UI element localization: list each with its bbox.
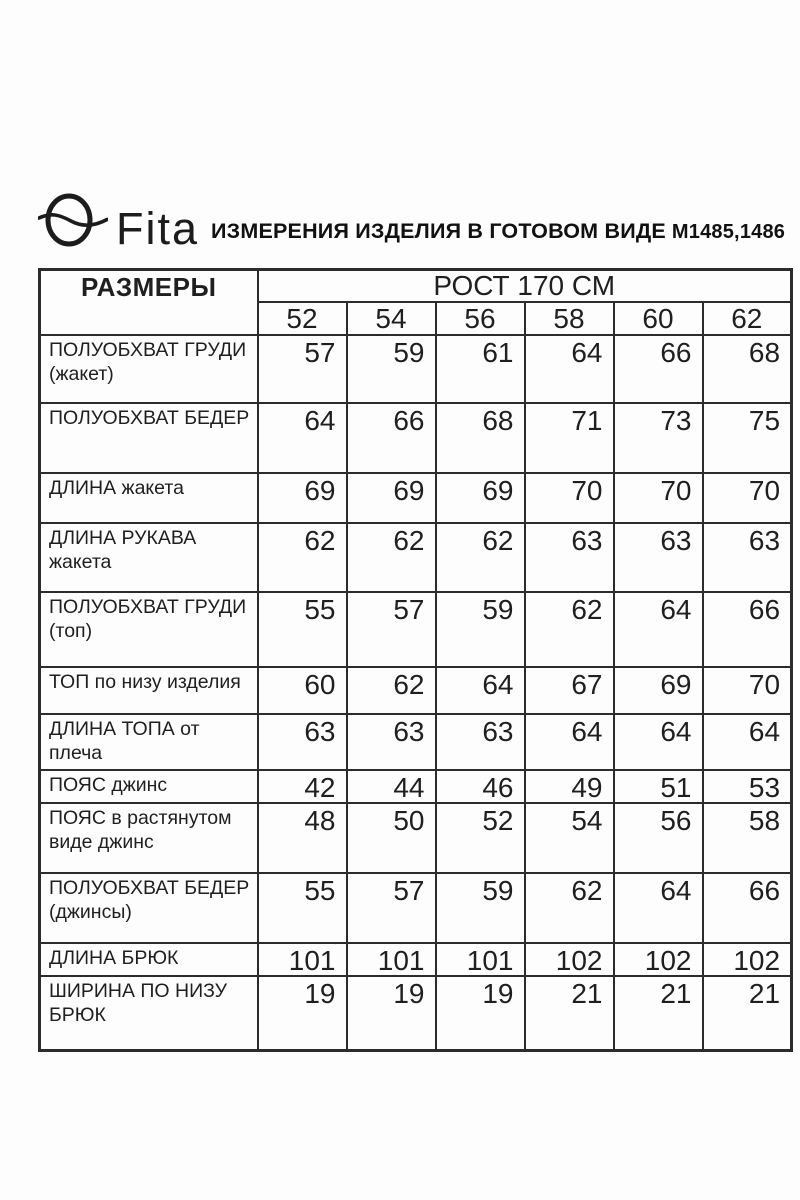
measurement-value: 73 (614, 403, 703, 473)
table-row (40, 592, 792, 667)
page-title-text: ИЗМЕРЕНИЯ ИЗДЕЛИЯ В ГОТОВОМ ВИДЕ (211, 219, 666, 243)
measurement-label: ДЛИНА РУКАВА жакета (40, 523, 258, 592)
table-row (40, 873, 792, 943)
measurement-label: ПОЛУОБХВАТ БЕДЕР (40, 403, 258, 473)
table-row (40, 403, 792, 473)
measurement-value: 69 (258, 473, 347, 523)
measurement-value: 64 (436, 667, 525, 714)
measurement-value: 64 (614, 873, 703, 943)
measurement-value: 69 (347, 473, 436, 523)
measurement-value: 55 (258, 873, 347, 943)
measurements-table (38, 268, 793, 1052)
measurement-value: 63 (614, 523, 703, 592)
measurement-value: 58 (703, 803, 792, 873)
measurement-value: 48 (258, 803, 347, 873)
size-column-header: 52 (258, 302, 347, 335)
measurement-value: 46 (436, 770, 525, 803)
measurement-value: 51 (614, 770, 703, 803)
measurement-value: 70 (703, 667, 792, 714)
measurement-value: 55 (258, 592, 347, 667)
measurement-value: 70 (614, 473, 703, 523)
measurement-value: 69 (614, 667, 703, 714)
table-row (40, 523, 792, 592)
measurement-value: 49 (525, 770, 614, 803)
measurement-value: 64 (614, 714, 703, 770)
model-number: М1485,1486 (671, 221, 786, 243)
measurement-value: 59 (347, 335, 436, 403)
page-title (211, 219, 785, 244)
measurement-label: ПОЛУОБХВАТ БЕДЕР (джинсы) (40, 873, 258, 943)
measurement-value: 21 (703, 976, 792, 1050)
measurement-value: 66 (703, 873, 792, 943)
measurement-value: 64 (525, 335, 614, 403)
measurement-value: 50 (347, 803, 436, 873)
brand-name: Fita (116, 202, 200, 254)
measurement-value: 44 (347, 770, 436, 803)
brand-logo-circle-wave-icon (38, 192, 108, 249)
measurement-label: ДЛИНА БРЮК (40, 943, 258, 976)
table-row (40, 803, 792, 873)
measurement-value: 101 (258, 943, 347, 976)
size-column-header: 56 (436, 302, 525, 335)
measurement-value: 21 (525, 976, 614, 1050)
measurement-value: 68 (703, 335, 792, 403)
measurement-value: 101 (347, 943, 436, 976)
measurement-label: ПОЯС в растянутом виде джинс (40, 803, 258, 873)
height-group-header: РОСТ 170 СМ (258, 270, 792, 303)
size-column-header: 54 (347, 302, 436, 335)
header-row-1 (40, 270, 792, 303)
measurement-value: 62 (436, 523, 525, 592)
table-row (40, 943, 792, 976)
measurement-value: 19 (436, 976, 525, 1050)
measurement-value: 71 (525, 403, 614, 473)
measurement-value: 63 (703, 523, 792, 592)
table-body (40, 335, 792, 1050)
measurement-label: ДЛИНА ТОПА от плеча (40, 714, 258, 770)
measurement-value: 102 (703, 943, 792, 976)
table-row (40, 667, 792, 714)
measurement-value: 60 (258, 667, 347, 714)
table-row (40, 335, 792, 403)
measurement-value: 19 (258, 976, 347, 1050)
measurement-value: 66 (614, 335, 703, 403)
measurement-value: 53 (703, 770, 792, 803)
measurement-label: ПОЛУОБХВАТ ГРУДИ (топ) (40, 592, 258, 667)
measurement-value: 59 (436, 873, 525, 943)
size-column-header: 62 (703, 302, 792, 335)
measurement-value: 63 (347, 714, 436, 770)
measurement-value: 63 (258, 714, 347, 770)
table-row (40, 714, 792, 770)
measurement-value: 21 (614, 976, 703, 1050)
measurement-value: 57 (347, 592, 436, 667)
measurement-value: 64 (703, 714, 792, 770)
measurement-label: ПОЯС джинс (40, 770, 258, 803)
table-row (40, 473, 792, 523)
measurement-value: 68 (436, 403, 525, 473)
measurement-value: 57 (258, 335, 347, 403)
measurement-value: 64 (525, 714, 614, 770)
measurement-value: 70 (525, 473, 614, 523)
measurement-value: 66 (347, 403, 436, 473)
table-header (40, 270, 792, 336)
sizes-corner-header: РАЗМЕРЫ (40, 270, 258, 336)
measurement-value: 57 (347, 873, 436, 943)
measurement-value: 59 (436, 592, 525, 667)
size-column-header: 60 (614, 302, 703, 335)
measurement-value: 42 (258, 770, 347, 803)
measurement-value: 62 (525, 592, 614, 667)
measurement-value: 62 (525, 873, 614, 943)
measurement-value: 63 (525, 523, 614, 592)
table-row (40, 770, 792, 803)
page-header (38, 192, 786, 254)
measurement-value: 102 (614, 943, 703, 976)
measurement-value: 62 (258, 523, 347, 592)
measurement-value: 67 (525, 667, 614, 714)
measurement-label: ДЛИНА жакета (40, 473, 258, 523)
measurement-value: 62 (347, 667, 436, 714)
measurement-value: 56 (614, 803, 703, 873)
measurement-label: ШИРИНА ПО НИЗУ БРЮК (40, 976, 258, 1050)
measurement-value: 66 (703, 592, 792, 667)
measurement-value: 102 (525, 943, 614, 976)
measurement-value: 54 (525, 803, 614, 873)
measurement-value: 101 (436, 943, 525, 976)
table-row (40, 976, 792, 1050)
measurement-value: 69 (436, 473, 525, 523)
measurement-value: 75 (703, 403, 792, 473)
measurement-value: 63 (436, 714, 525, 770)
measurement-value: 19 (347, 976, 436, 1050)
size-column-header: 58 (525, 302, 614, 335)
measurement-label: ТОП по низу изделия (40, 667, 258, 714)
measurement-value: 52 (436, 803, 525, 873)
measurement-value: 62 (347, 523, 436, 592)
measurement-label: ПОЛУОБХВАТ ГРУДИ (жакет) (40, 335, 258, 403)
measurement-value: 64 (258, 403, 347, 473)
measurement-value: 61 (436, 335, 525, 403)
measurement-value: 64 (614, 592, 703, 667)
measurement-value: 70 (703, 473, 792, 523)
